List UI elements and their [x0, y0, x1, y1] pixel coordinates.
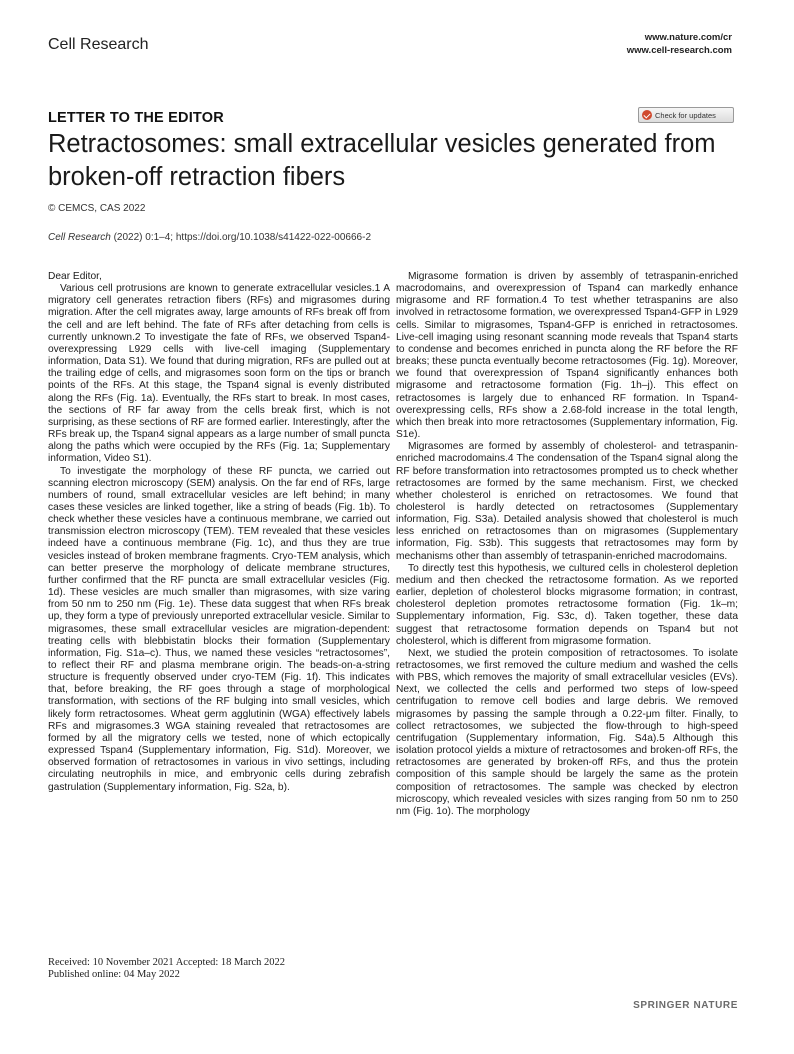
published-date: Published online: 04 May 2022: [48, 969, 180, 980]
body-paragraph: Next, we studied the protein composition of retractosomes. To isolate retractosomes, we first removed the culture medium and washed the cells with PBS, which removes the majority of small extracellular vesicles (EVs). Next, we collected the cells and performed two steps of low-speed centrifugation to remove cell bodies and large debris. We removed migrasomes by passing the sample through a 0.22-μm filter. Finally, to collect retractosomes, we subjected the flow-through to high-speed centrifugation (Supplementary information, Fig. S4a).5 Although this isolation protocol yields a mixture of retractosomes and broken-off RFs, the retractosomes are generated by broken-off RFs, and thus the protein composition of this sample should be largely the same as the protein composition of retractosomes. The sample was checked by electron microscopy, which revealed vesicles with sizes ranging from 50 nm to 250 nm (Fig. 1o). The morphology: [396, 647, 738, 817]
citation-doi-link[interactable]: (2022) 0:1–4; https://doi.org/10.1038/s41422-022-00666-2: [110, 232, 372, 243]
body-paragraph: To investigate the morphology of these RF puncta, we carried out scanning electron microscopy (SEM) analysis. On the far end of RFs, large numbers of round, small extracellular vesicles are left behind; in many cases these vesicles are linked together, like a string of beads (Fig. 1b). To check whether these vesicles have a continuous membrane, we carried out transmission electron microscopy (TEM). TEM revealed that these vesicles indeed have a continuous membrane (Fig. 1c), and thus they are true vesicles instead of broken membrane fragments. Cryo-TEM analysis, which can better preserve the morphology of delicate membrane structures, further confirmed that the RF puncta are small extracellular vesicles (Fig. 1d). These vesicles are much smaller than migrasomes, with size varing from 50 nm to 250 nm (Fig. 1e). These data suggest that when RFs break up, they form a type of previously unreported extracellular vesicle. Similar to migrasomes, these small extracellular vesicles are migration-dependent: treating cells with blebbistatin blocks their formation (Supplementary information, Fig. S1a–c). Thus, we named these vesicles “retractosomes”, to reflect their RF and plasma membrane origin. The beads-on-a-string structure is frequently observed under cryo-TEM (Fig. 1f). This indicates that, before breaking, the RF goes through a stage of morphological transformation, with sections of the RF bulging into small vesicles, which likely form retractosomes. Wheat germ agglutinin (WGA) effectively labels RFs and migrasomes.3 WGA staining revealed that retractosomes are formed by all the migratory cells we tested, none of which ectopically expressed Tspan4 (Supplementary information, Fig. S1d). Moreover, we observed formation of retractosomes in various in vivo settings, including circulating neutrophils in mice, and embryonic cells during zebrafish gastrulation (Supplementary information, Fig. S2a, b).: [48, 465, 391, 793]
citation: [48, 232, 371, 243]
received-accepted-dates: Received: 10 November 2021 Accepted: 18 March 2022: [48, 957, 286, 968]
journal-name: Cell Research: [48, 36, 149, 53]
body-paragraph: Migrasomes are formed by assembly of cholesterol- and tetraspanin-enriched macrodomains.4 The condensation of the Tspan4 signal along the RF before transformation into retractosomes prompted us to check whether retractosomes are formed by the same mechanism. First, we checked whether cholesterol is enriched on retractosomes. We found that cholesterol is hardly detected on retractosomes (Supplementary information, Fig. S3a). Detailed analysis showed that cholesterol is much less enriched on retractosomes than on migrasomes (Supplementary information, Fig. S3b). This suggests that retractosomes may form by mechanisms other than assembly of tetraspanin-enriched macrodomains.: [396, 441, 738, 562]
body-column-right: [396, 271, 738, 818]
salutation: Dear Editor,: [48, 271, 102, 282]
journal-urls: [627, 31, 732, 57]
url-nature-link[interactable]: www.nature.com/cr: [644, 32, 732, 43]
citation-journal: Cell Research: [48, 232, 111, 243]
body-paragraph: To directly test this hypothesis, we cultured cells in cholesterol depletion medium and then checked the retractosome formation. As we reported earlier, depletion of cholesterol blocks migrasome formation; in contrast, cholesterol depletion promotes retractosome formation (Fig. 1k–m; Supplementary information, Fig. S3c, d). Taken together, these data suggest that retractosome formation depends on Tspan4 but not cholesterol, which is different from migrasome formation.: [396, 562, 738, 647]
article-type: LETTER TO THE EDITOR: [48, 110, 224, 126]
check-updates-icon: [642, 110, 652, 120]
check-updates-label: Check for updates: [655, 110, 716, 120]
article-title: Retractosomes: small extracellular vesicles generated from broken-off retraction fibers: [48, 130, 716, 191]
body-column-left: [48, 271, 390, 794]
body-paragraph: Various cell protrusions are known to generate extracellular vesicles.1 A migratory cell generates retraction fibers (RFs) and migrasomes during migration. After the cell migrates away, large amounts of RFs break off from the cell and are left behind. The fate of RFs after detaching from cells is currently unknown.2 To investigate the fate of RFs, we observed Tspan4-overexpressing L929 cells with live-cell imaging (Supplementary information, Data S1). We found that during migration, RFs are pulled out at the trailing edge of cells, and migrasomes soon form on the tips or branch points of the RFs. At this stage, the Tspan4 signal is evenly distributed along the RFs (Fig. 1a). Eventually, the RFs start to break. In most cases, the sections of RF far away from the cells break first, which is not surprising, as these sections of RF are formed earlier. Interestingly, after the RFs break up, the Tspan4 signal appears as a large number of small puncta along the paths which were occupied by the RFs (Fig. 1a; Supplementary information, Video S1).: [48, 283, 390, 465]
copyright: © CEMCS, CAS 2022: [48, 203, 146, 214]
body-paragraph: Migrasome formation is driven by assembly of tetraspanin-enriched macrodomains, and overexpression of Tspan4 can markedly enhance migrasome and RF formation.4 To test whether tetraspanins are also involved in retractosome formation, we overexpressed Tspan4-GFP in L929 cells. Similar to migrasomes, Tspan4-GFP is enriched in retractosomes. Live-cell imaging using resonant scanning mode reveals that Tspan4 starts to condense and becomes enriched in puncta along the RF before the RF breaks; these puncta eventually become retractosomes (Fig. 1g). Moreover, we found that overexpression of Tspan4 significantly enhances both migrasome and retractosome formation (Fig. 1h–j). This effect on retractosomes is largely due to enhanced RF formation. In Tspan4-overexpressing cells, RFs show a 2.68-fold increase in the total length, which then break into more retractosomes (Supplementary information, Fig. S1e).: [396, 271, 738, 441]
url-journal-link[interactable]: www.cell-research.com: [626, 45, 732, 56]
publisher-logo: SPRINGER NATURE: [633, 1000, 738, 1011]
check-for-updates-button[interactable]: [638, 107, 734, 123]
